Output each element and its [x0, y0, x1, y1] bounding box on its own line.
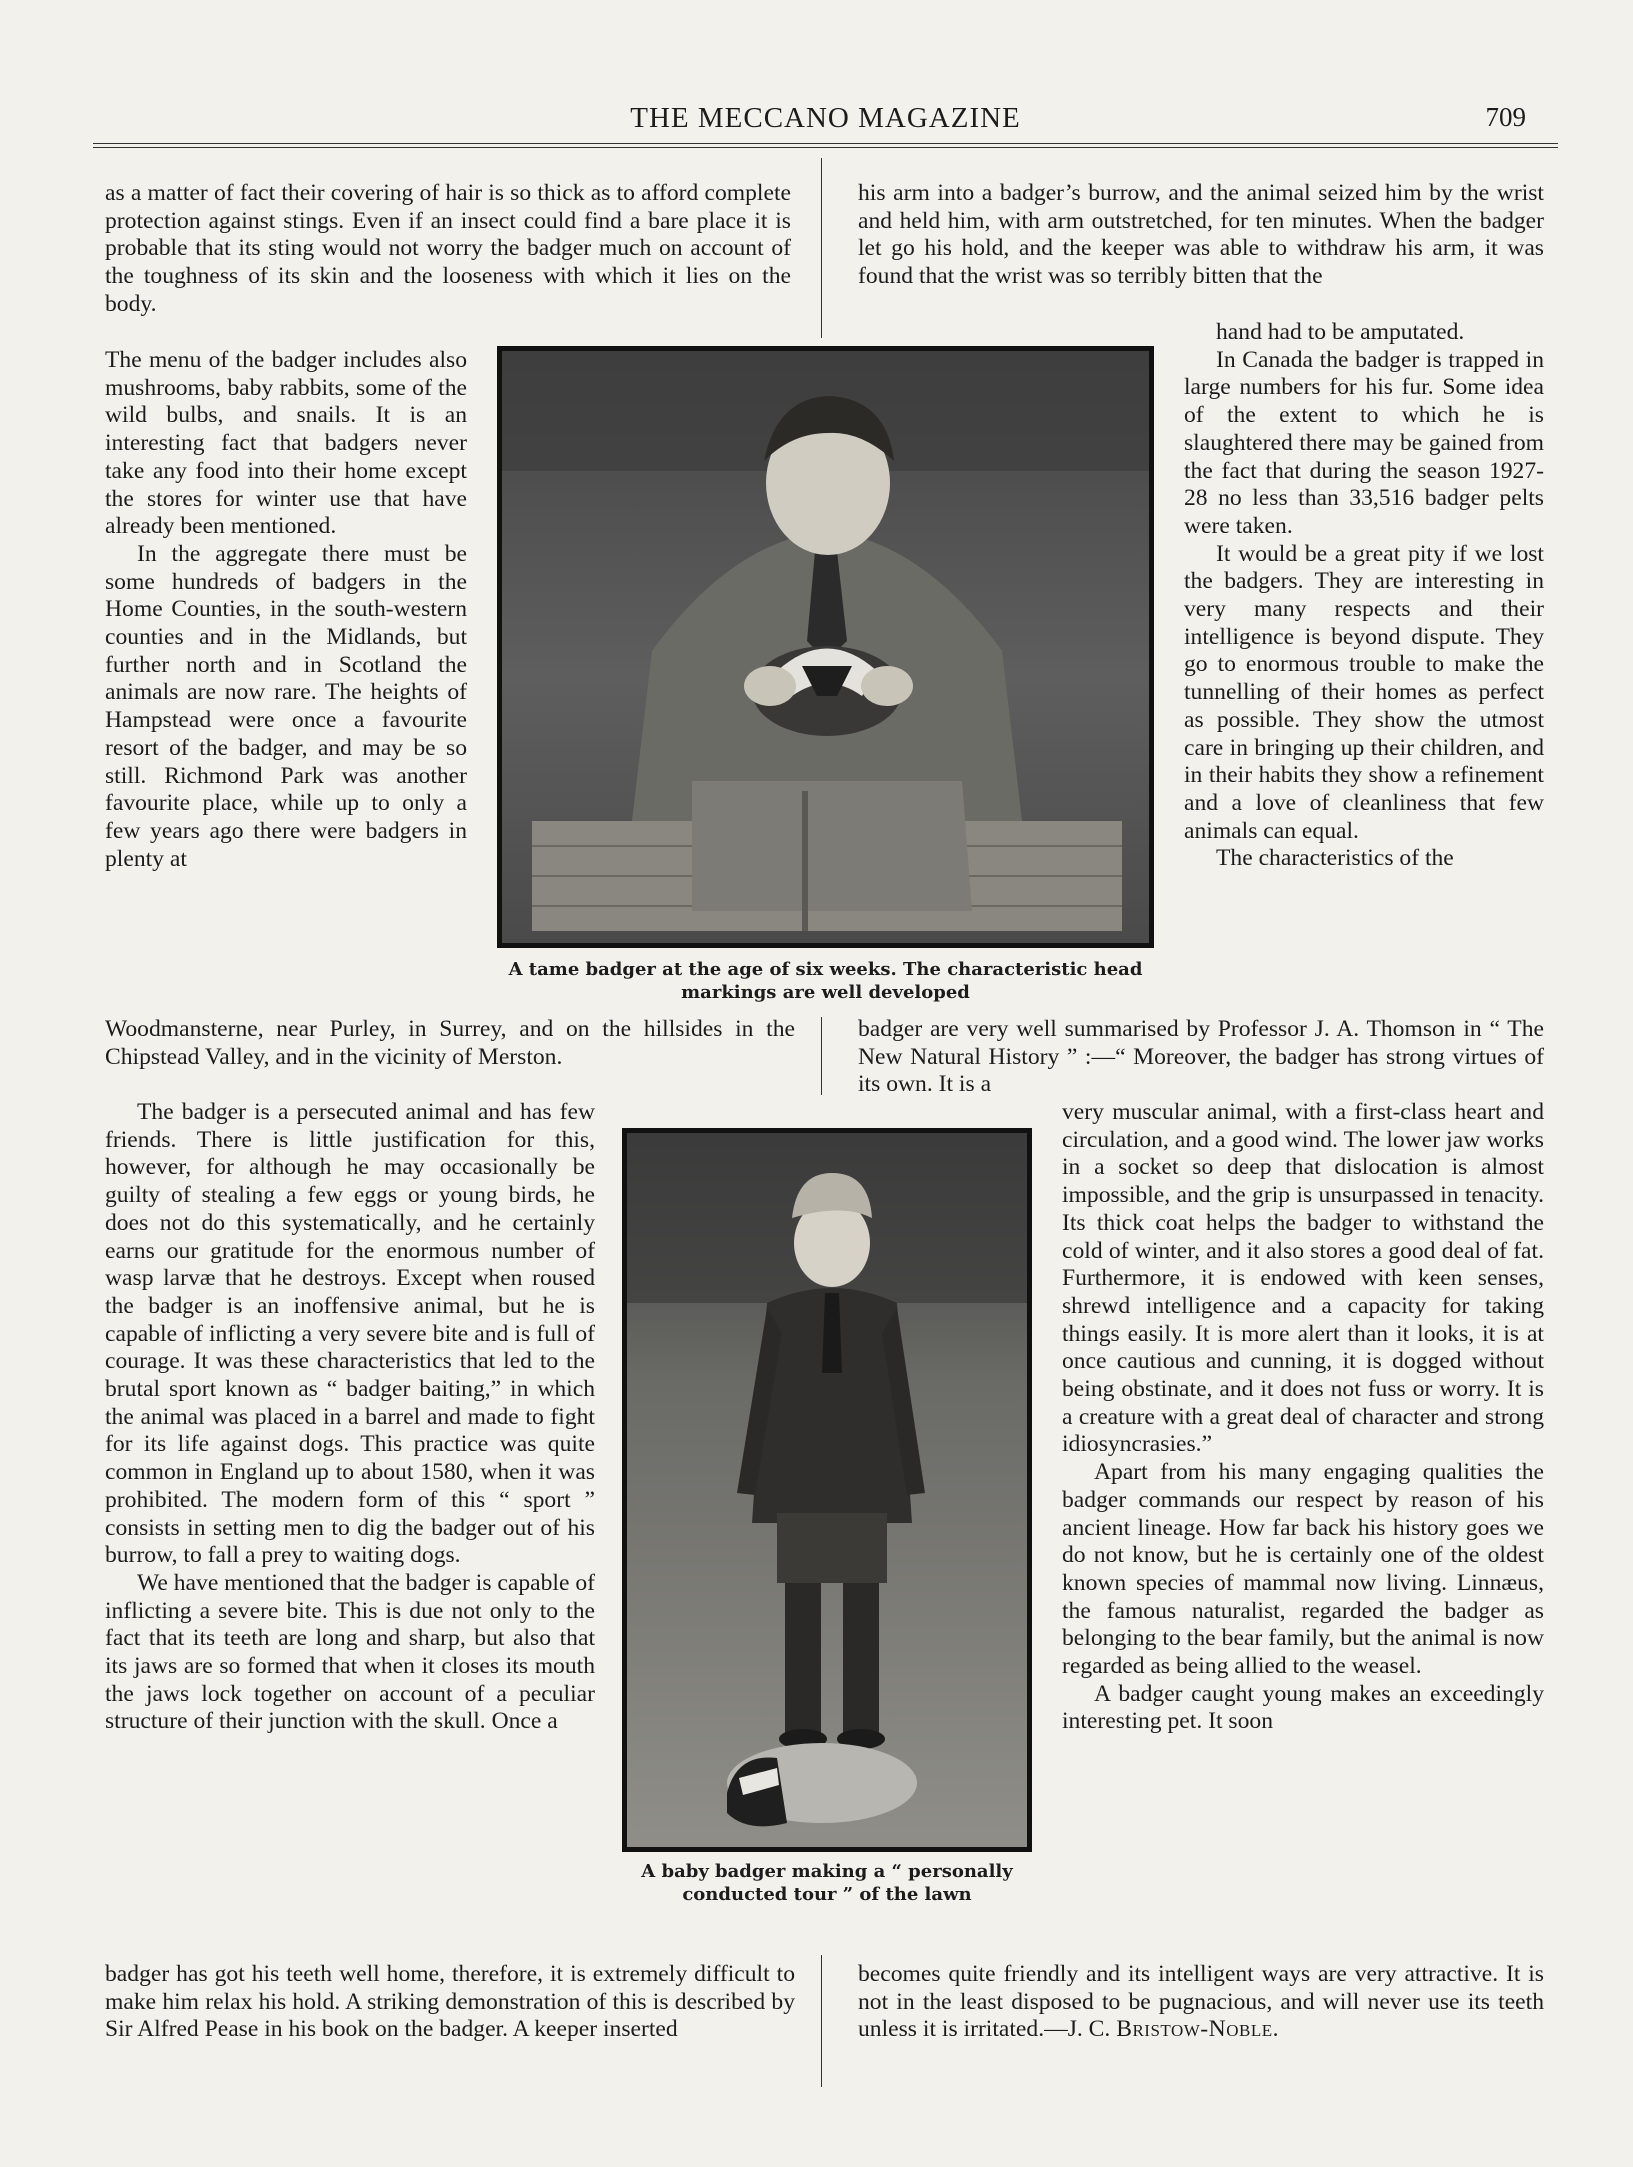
paragraph: his arm into a badger’s burrow, and the animal seized him by the wrist and held him, with arm outstretched, for ten minutes. When the badger let go his hold, and the keeper was able to withdraw his arm, it was found that the wrist was so terribly bitten that the: [858, 180, 1544, 290]
left-column-bottom: [105, 1961, 795, 2044]
paragraph: In the aggregate there must be some hundreds of badgers in the Home Counties, in the south-western counties and in the Midlands, but further north and in Scotland the animals are now rare. The heights of Hampstead were once a favourite resort of the badger, and may be so still. Richmond Park was another favourite place, while up to only a few years ago there were badgers in plenty at: [105, 540, 467, 872]
photo-tame-badger: [497, 346, 1154, 948]
column-divider: [821, 158, 822, 338]
right-column-wide: [858, 1016, 1544, 1099]
column-divider: [821, 1017, 822, 1095]
page-number: 709: [1485, 102, 1526, 132]
paragraph: The badger is a persecuted animal and has few friends. There is little justification for this, however, for although he may occasionally be guilty of stealing a few eggs or young birds, he does not do this systematically, and he certainly earns our gratitude for the enormous number of wasp larvæ that he destroys. Except when roused the badger is an inoffensive animal, but he is capable of inflicting a very severe bite and is full of courage. It was these characteristics that led to the brutal sport known as “ badger baiting,” in which the animal was placed in a barrel and made to fight for its life against dogs. This practice was quite common in England up to about 1580, when it was prohibited. The modern form of this “ sport ” consists in setting men to dig the badger out of his burrow, to fall a prey to waiting dogs.: [105, 1099, 595, 1569]
photo-baby-badger: [622, 1128, 1032, 1852]
photo-tame-badger-image: [502, 351, 1149, 943]
magazine-title: THE MECCANO MAGAZINE: [630, 102, 1021, 134]
right-column-mid: [1184, 319, 1544, 873]
photo-baby-badger-caption: A baby badger making a “ personally conducted tour ” of the lawn: [641, 1861, 1013, 1905]
paragraph: Apart from his many engaging qualities the badger commands our respect by reason of his ancient lineage. How far back his history goes we do not know, but he is certainly one of the oldest known species of mammal now living. Linnæus, the famous naturalist, regarded the badger as belonging to the bear family, but the animal is now regarded as being allied to the weasel.: [1062, 1459, 1544, 1680]
left-column-lower: [105, 1099, 595, 1736]
closing-text: becomes quite friendly and its intelligent ways are very attractive. It is not in the least disposed to be pugnacious, and will never use its teeth unless it is irritated.—J. C.: [858, 1961, 1544, 2043]
paragraph: badger are very well summarised by Professor J. A. Thomson in “ The New Natural History ” :—“ Moreover, the badger has strong virtues of its own. It is a: [858, 1016, 1544, 1098]
paragraph: as a matter of fact their covering of hair is so thick as to afford complete protection against stings. Even if an insect could find a bare place it is probable that its sting would not worry the badger much on account of the toughness of its skin and the looseness with which it lies on the body.: [105, 180, 791, 317]
right-column-bottom: [858, 1961, 1544, 2044]
paragraph: Woodmansterne, near Purley, in Surrey, and on the hillsides in the Chipstead Valley, and in the vicinity of Merston.: [105, 1016, 795, 1070]
paragraph: The menu of the badger includes also mushrooms, baby rabbits, some of the wild bulbs, and snails. It is an interesting fact that badgers never take any food into their home except the stores for winter use that have already been mentioned.: [105, 347, 467, 540]
photo-baby-badger-image: [627, 1133, 1027, 1847]
page-header: [93, 96, 1558, 144]
paragraph: It would be a great pity if we lost the badgers. They are interesting in very many respects and their intelligence is beyond dispute. They go to enormous trouble to make the tunnelling of their homes as perfect as possible. They show the utmost care in bringing up their children, and in their habits they show a refinement and a love of cleanliness that few animals can equal.: [1184, 540, 1544, 844]
paragraph: We have mentioned that the badger is capable of inflicting a severe bite. This is due not only to the fact that its teeth are long and sharp, but also that its jaws are so formed that when it closes its mouth the jaws lock together on account of a peculiar structure of their junction with the skull. Once a: [105, 1569, 595, 1735]
paragraph: A badger caught young makes an exceedingly interesting pet. It soon: [1062, 1680, 1544, 1735]
author-name: Bristow-Noble.: [1116, 2016, 1279, 2043]
right-column-top: [858, 180, 1544, 291]
right-column-lower: [1062, 1099, 1544, 1736]
left-column-wide: [105, 1016, 795, 1071]
paragraph: The characteristics of the: [1216, 845, 1454, 872]
photo-tame-badger-caption: A tame badger at the age of six weeks. The characteristic head markings are well developed: [508, 959, 1143, 1003]
paragraph: hand had to be amputated.: [1216, 319, 1465, 345]
column-divider: [821, 1955, 822, 2087]
left-column-mid: [105, 347, 467, 873]
paragraph: In Canada the badger is trapped in large numbers for his fur. Some idea of the extent to which he is slaughtered there may be gained from the fact that during the season 1927-28 no less than 33,516 badger pelts were taken.: [1184, 346, 1544, 539]
paragraph: very muscular animal, with a first-class heart and circulation, and a good wind. The lower jaw works in a socket so deep that dislocation is almost impossible, and the grip is unsurpassed in tenacity. Its thick coat helps the badger to withstand the cold of winter, and it also stores a good deal of fat. Furthermore, it is endowed with keen senses, shrewd intelligence and a capacity for taking things easily. It is more alert than it looks, it is at once cautious and cunning, it is dogged without being obstinate, and it does not fuss or worry. It is a creature with a great deal of character and strong idiosyncrasies.”: [1062, 1099, 1544, 1458]
header-rule-2: [93, 147, 1558, 148]
paragraph: badger has got his teeth well home, therefore, it is extremely difficult to make him relax his hold. A striking demonstration of this is described by Sir Alfred Pease in his book on the badger. A keeper inserted: [105, 1961, 795, 2043]
header-rule: [93, 143, 1558, 144]
paragraph: [858, 1961, 1544, 2044]
left-column-top: [105, 180, 791, 319]
